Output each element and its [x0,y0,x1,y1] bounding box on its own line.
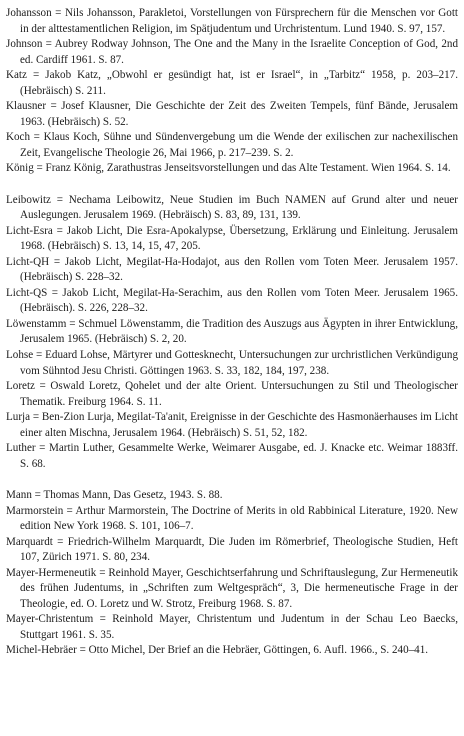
entry-leibowitz: Leibowitz = Nechama Leibowitz, Neue Studien im Buch NAMEN auf Grund alter und neuer Auslegungen. Jerusalem 1969. (Hebräisch) S. 83, 89, 131, 139. [6,193,458,222]
entry-michel-hebraeer: Michel-Hebräer = Otto Michel, Der Brief an die Hebräer, Göttingen, 6. Aufl. 1966., S. 240–41. [6,644,429,657]
entry-mann: Mann = Thomas Mann, Das Gesetz, 1943. S. 88. [6,488,223,501]
entry-licht-qh: Licht-QH = Jakob Licht, Megilat-Ha-Hodajot, aus den Rollen vom Toten Meer. Jerusalem 1957. (Hebräisch) S. 228–32. [6,255,458,284]
entry-luther: Luther = Martin Luther, Gesammelte Werke, Weimarer Ausgabe, ed. J. Knacke etc. Weimar 1883ff. S. 68. [6,442,458,470]
entry-mayer-christentum: Mayer-Christentum = Reinhold Mayer, Christentum und Judentum in der Schau Leo Baecks, Stuttgart 1961. S. 35. [6,613,458,641]
entry-katz: Katz = Jakob Katz, „Obwohl er gesündigt hat, ist er Israel“, in „Tarbitz“ 1958, p. 203–217. (Hebräisch) S. 211. [6,69,458,97]
entry-johnson: Johnson = Aubrey Rodway Johnson, The One and the Many in the Israelite Conception of God, 2nd ed. Cardiff 1961. S. 87. [6,38,458,66]
entry-loewenstamm: Löwenstamm = Schmuel Löwenstamm, die Tradition des Auszugs aus Ägypten in ihrer Entwicklung, Jerusalem 1965. (Hebräisch) S. 2, 20. [6,317,458,346]
entry-klausner: Klausner = Josef Klausner, Die Geschichte der Zeit des Zweiten Tempels, fünf Bände, Jerusalem 1963. (Hebräisch) S. 52. [6,100,458,128]
section-l [6,193,458,473]
entry-lurja: Lurja = Ben-Zion Lurja, Megilat-Ta'anit, Ereignisse in der Geschichte des Hasmonäerhauses im Licht einer alten Mischna, Jerusalem 1964. (Hebräisch) S. 51, 52, 182. [6,411,458,439]
entry-licht-qs: Licht-QS = Jakob Licht, Megilat-Ha-Serachim, aus den Rollen vom Toten Meer. Jerusalem 1965. (Hebräisch). S. 226, 228–32. [6,286,458,315]
entry-koenig: König = Franz König, Zarathustras Jenseitsvorstellungen und das Alte Testament. Wien 1964. S. 14. [6,162,451,175]
entry-loretz: Loretz = Oswald Loretz, Qohelet und der alte Orient. Untersuchungen zu Stil und Theologischer Thematik. Freiburg 1964. S. 11. [6,380,458,408]
entry-marquardt: Marquardt = Friedrich-Wilhelm Marquardt, Die Juden im Römerbrief, Theologische Studien, Heft 107, Zürich 1971. S. 80, 234. [6,535,458,564]
section-gap [6,177,458,193]
section-j-k [6,6,458,177]
entry-mayer-hermeneutik: Mayer-Hermeneutik = Reinhold Mayer, Geschichtserfahrung und Schriftauslegung, Zur Hermeneutik des frühen Judentums, in „Schriften zum Weltgespräch“, 3, Die hermeneutische Frage in der Theologie, ed. O. Loretz und W. Strotz, Freiburg 1968. S. 87. [6,566,458,610]
entry-koch: Koch = Klaus Koch, Sühne und Sündenvergebung um die Wende der exilischen zur nachexilischen Zeit, Evangelische Theologie 26, Mai 1966, p. 217–239. S. 2. [6,131,458,159]
section-gap [6,472,458,488]
section-m [6,488,458,659]
entry-johansson: Johansson = Nils Johansson, Parakletoi, Vorstellungen von Fürsprechern für die Menschen vor Gott in der alttestamentlichen Religion, im Spätjudentum und Urchristentum. Lund 1940. S. 97, 157. [6,7,458,35]
entry-licht-esra: Licht-Esra = Jakob Licht, Die Esra-Apokalypse, Übersetzung, Erklärung und Einleitung. Jerusalem 1968. (Hebräisch) S. 13, 14, 15, 47, 205. [6,224,458,253]
bibliography-page [6,6,458,659]
entry-marmorstein: Marmorstein = Arthur Marmorstein, The Doctrine of Merits in old Rabbinical Literature, 1920. New edition New York 1968. S. 101, 106–7. [6,504,458,533]
entry-lohse: Lohse = Eduard Lohse, Märtyrer und Gottesknecht, Untersuchungen zur urchristlichen Verkündigung vom Sühntod Jesu Christi. Göttingen 1963. S. 33, 182, 184, 197, 238. [6,349,458,377]
